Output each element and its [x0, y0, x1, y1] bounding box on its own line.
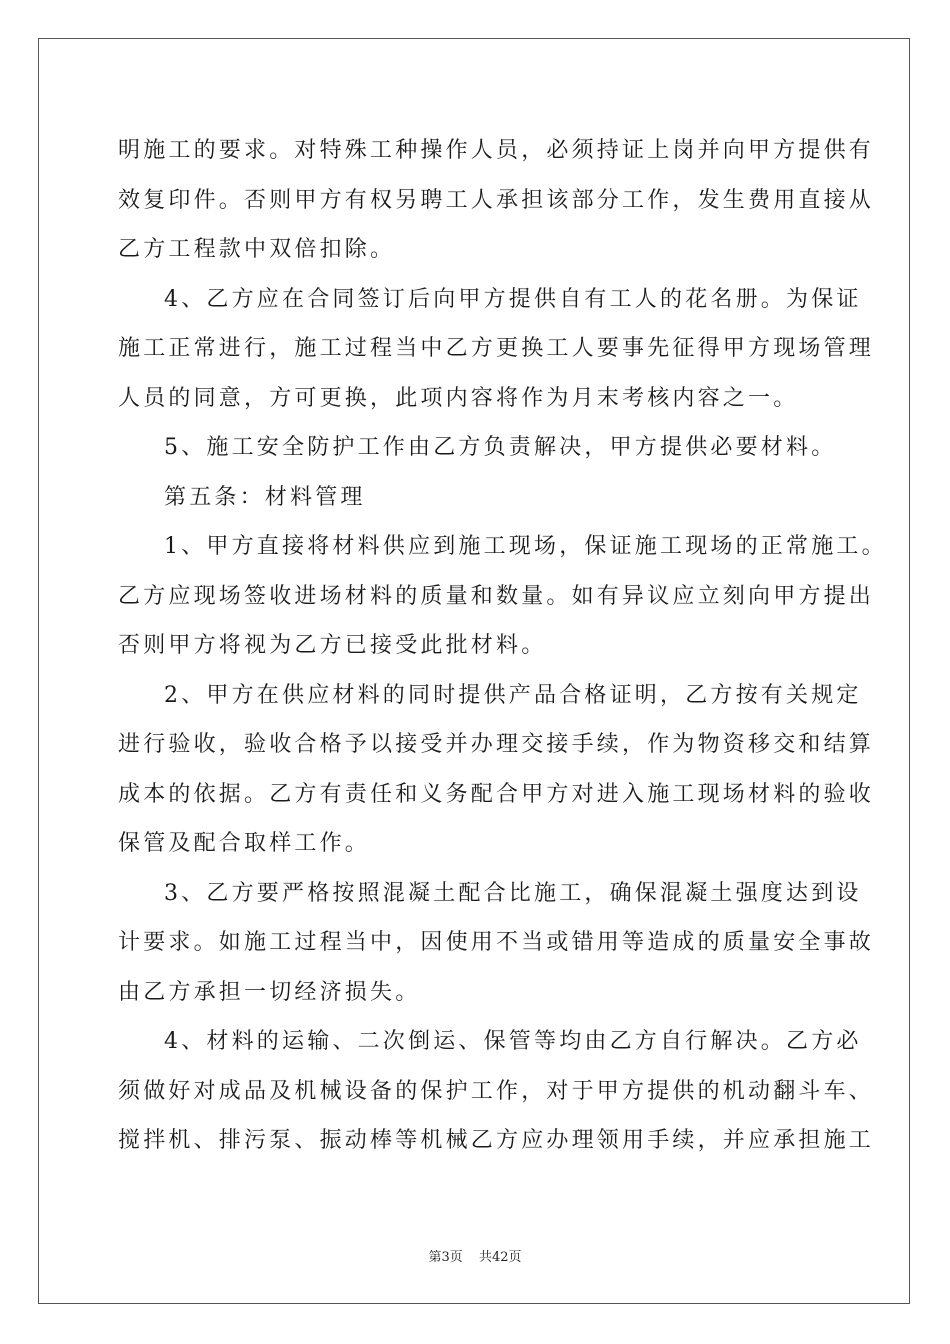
- text-line: 3、乙方要严格按照混凝土配合比施工，确保混凝土强度达到设: [164, 880, 862, 906]
- text-line: 第五条：材料管理: [164, 484, 366, 510]
- text-line: 2、甲方在供应材料的同时提供产品合格证明，乙方按有关规定: [164, 682, 862, 708]
- text-line: 施工正常进行，施工过程当中乙方更换工人要事先征得甲方现场管理: [118, 336, 875, 361]
- text-line: 由乙方承担一切经济损失。: [118, 979, 421, 1005]
- text-line: 搅拌机、排污泵、振动棒等机械乙方应办理领用手续，并应承担施工: [118, 1128, 875, 1153]
- text-line: 乙方应现场签收进场材料的质量和数量。如有异议应立刻向甲方提出: [118, 583, 875, 609]
- text-line: 须做好对成品及机械设备的保护工作，对于甲方提供的机动翻斗车、: [118, 1078, 875, 1104]
- text-line: 效复印件。否则甲方有权另聘工人承担该部分工作，发生费用直接从: [118, 187, 875, 213]
- text-line: 人员的同意，方可更换，此项内容将作为月末考核内容之一。: [118, 385, 799, 411]
- page-total: 共42页: [478, 1250, 522, 1265]
- text-line: 成本的依据。乙方有责任和义务配合甲方对进入施工现场材料的验收: [118, 781, 875, 807]
- text-line: 保管及配合取样工作。: [118, 831, 371, 856]
- text-line: 进行验收，验收合格予以接受并办理交接手续，作为物资移交和结算: [118, 732, 875, 757]
- text-line: 5、施工安全防护工作由乙方负责解决，甲方提供必要材料。: [164, 435, 837, 460]
- document-body: [118, 126, 887, 1166]
- page-number: 第3页: [428, 1250, 463, 1265]
- text-line: 4、材料的运输、二次倒运、保管等均由乙方自行解决。乙方必: [164, 1029, 862, 1054]
- text-line: 1、甲方直接将材料供应到施工现场，保证施工现场的正常施工。: [164, 534, 887, 559]
- text-line: 否则甲方将视为乙方已接受此批材料。: [118, 633, 547, 658]
- text-line: 乙方工程款中双倍扣除。: [118, 237, 396, 262]
- text-line: 4、乙方应在合同签订后向甲方提供自有工人的花名册。为保证: [164, 286, 862, 312]
- page-footer: [0, 1246, 950, 1265]
- text-line: 计要求。如施工过程当中，因使用不当或错用等造成的质量安全事故: [118, 930, 875, 955]
- text-line: 明施工的要求。对特殊工种操作人员，必须持证上岗并向甲方提供有: [118, 138, 875, 163]
